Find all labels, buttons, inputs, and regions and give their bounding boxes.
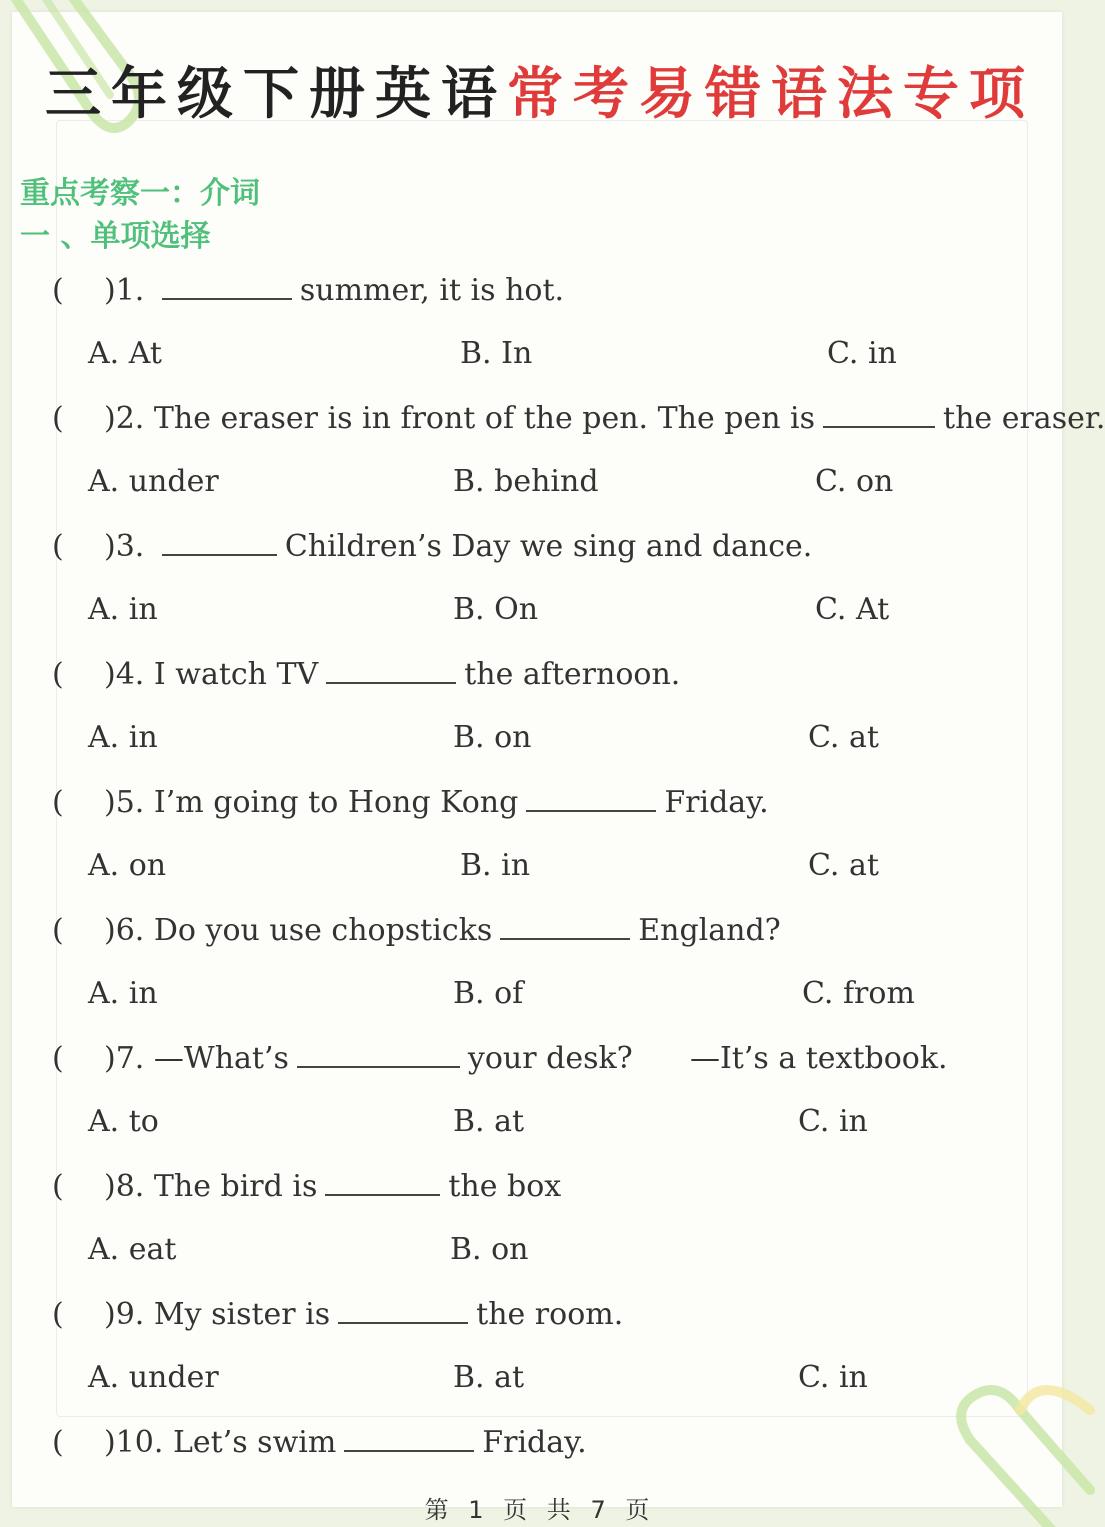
option-b: B. In [460, 336, 533, 371]
question-2: ( )2. The eraser is in front of the pen. The pen is the eraser. [52, 401, 1105, 436]
title-part-red: 常考易错语法专项 [507, 62, 1035, 127]
question-6: ( )6. Do you use chopsticks England? [52, 913, 781, 948]
page-number: 第 1 页 共 7 页 [424, 1496, 656, 1524]
option-c: C. at [808, 720, 879, 755]
answer-blank [823, 400, 935, 428]
option-a: A. At [88, 336, 162, 371]
option-c: C. in [827, 336, 897, 371]
option-a: A. in [88, 592, 158, 627]
answer-blank [325, 1168, 440, 1196]
question-9: ( )9. My sister is the room. [52, 1297, 624, 1332]
option-a: A. under [88, 464, 219, 499]
option-a: A. on [88, 848, 167, 883]
answer-paren: ( [52, 913, 64, 948]
answer-paren: ( [52, 785, 64, 820]
option-a: A. eat [88, 1232, 177, 1267]
answer-paren: ( [52, 529, 64, 564]
content-frame [56, 120, 1028, 1417]
answer-blank [297, 1040, 460, 1068]
answer-blank [162, 272, 292, 300]
option-c: C. in [798, 1360, 868, 1395]
option-b: B. of [453, 976, 524, 1011]
option-a: A. in [88, 976, 158, 1011]
answer-blank [326, 656, 456, 684]
option-c: C. on [815, 464, 894, 499]
answer-paren: ( [52, 657, 64, 692]
title-part-dark: 三年级下册英语 [45, 62, 507, 127]
section-heading: 重点考察一：介词 [20, 176, 260, 211]
question-7: ( )7. —What’s your desk? —It’s a textbook. [52, 1041, 948, 1076]
option-b: B. on [450, 1232, 529, 1267]
option-a: A. to [88, 1104, 159, 1139]
option-b: B. in [460, 848, 531, 883]
question-1: ( )1. summer, it is hot. [52, 273, 565, 308]
option-b: B. on [453, 720, 532, 755]
option-c: C. at [808, 848, 879, 883]
answer-blank [500, 912, 630, 940]
answer-paren: ( [52, 273, 64, 308]
option-b: B. behind [453, 464, 599, 499]
option-c: C. in [798, 1104, 868, 1139]
option-a: A. under [88, 1360, 219, 1395]
answer-blank [338, 1296, 468, 1324]
answer-paren: ( [52, 1425, 64, 1460]
answer-paren: ( [52, 1297, 64, 1332]
answer-blank [344, 1424, 474, 1452]
option-c: C. from [802, 976, 915, 1011]
answer-blank [526, 784, 656, 812]
subsection-heading: 一 、单项选择 [20, 219, 211, 254]
page-title [0, 50, 1080, 130]
question-3: ( )3. Children’s Day we sing and dance. [52, 529, 813, 564]
question-10: ( )10. Let’s swim Friday. [52, 1425, 587, 1460]
option-a: A. in [88, 720, 158, 755]
option-b: B. at [453, 1360, 525, 1395]
question-4: ( )4. I watch TV the afternoon. [52, 657, 681, 692]
option-b: B. On [453, 592, 539, 627]
option-c: C. At [815, 592, 890, 627]
question-8: ( )8. The bird is the box [52, 1169, 562, 1204]
answer-paren: ( [52, 401, 64, 436]
question-5: ( )5. I’m going to Hong Kong Friday. [52, 785, 769, 820]
answer-blank [162, 528, 277, 556]
answer-paren: ( [52, 1169, 64, 1204]
option-b: B. at [453, 1104, 525, 1139]
answer-paren: ( [52, 1041, 64, 1076]
